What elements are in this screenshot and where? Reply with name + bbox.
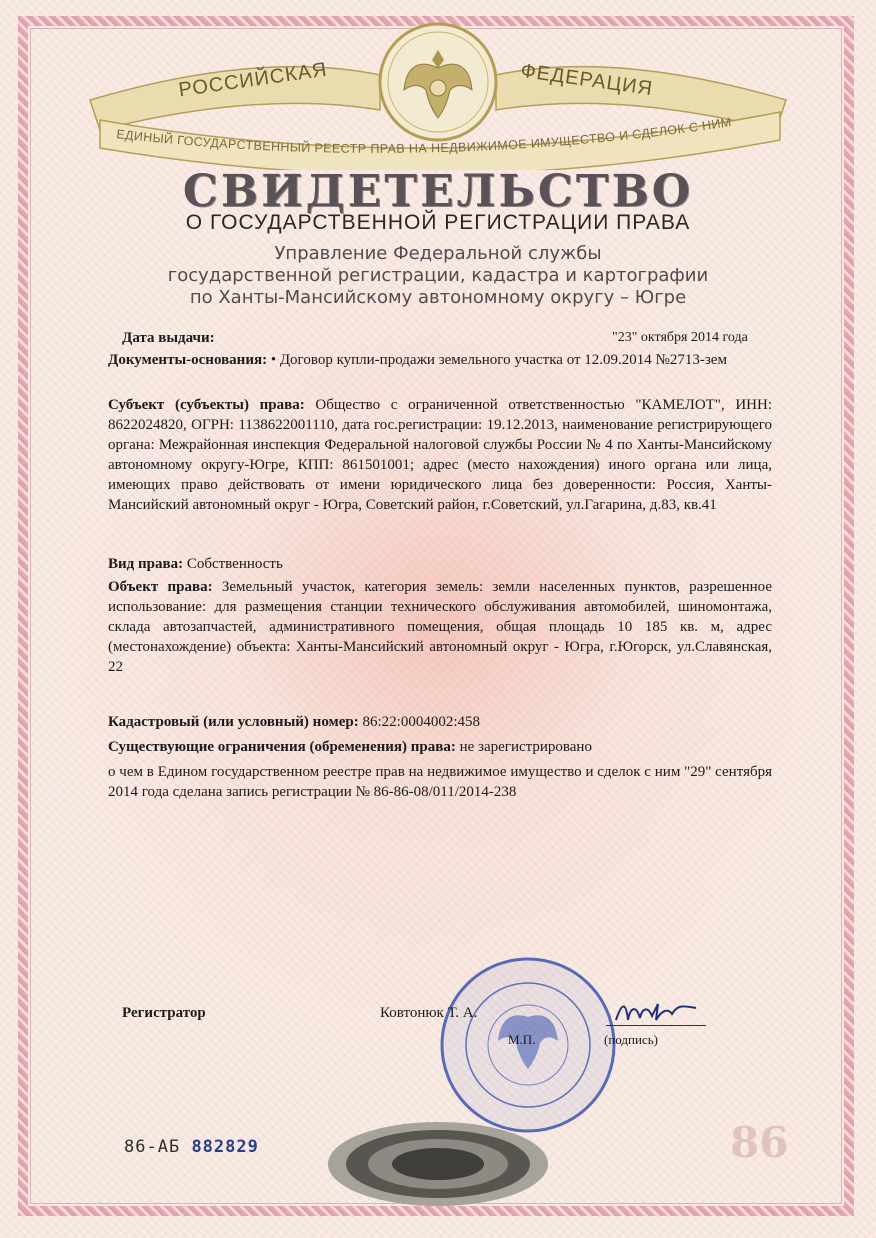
subject-value: Общество с ограниченной ответственностью "КАМЕЛОТ", ИНН: 8622024820, ОГРН: 1138622001110, дата гос.регистрации: 19.12.2013, наименование регистрирующего органа: Межрайонная инспекция Федеральной налоговой службы России № 4 по Ханты-Мансийскому автономному округу-Югре, КПП: 861501001; адрес (место нахождения) иного органа или лица, имеющих право действовать от имени юридического лица без доверенности: Россия, Ханты-Мансийский автономный округ - Югра, Советский район, г.Советский, ул.Гагарина, д.83, кв.41 [108,397,773,513]
security-rosette [325,1112,551,1208]
subject-field [108,395,772,515]
cadastral-field [108,712,480,732]
agency-line: государственной регистрации, кадастра и картографии [167,265,709,286]
document-subtitle: О ГОСУДАРСТВЕННОЙ РЕГИСТРАЦИИ ПРАВА [185,211,691,234]
encumbrance-field [108,737,592,757]
right-type-label: Вид права: [108,556,184,572]
agency-line: по Ханты-Мансийскому автономному округу – Югре [189,287,687,308]
issue-date-value: "23" октября 2014 года [612,330,748,345]
encumbrance-value: не зарегистрировано [459,739,592,755]
basis-label: Документы-основания: [108,352,268,368]
registration-record: о чем в Едином государственном реестре прав на недвижимое имущество и сделок с ним "29" сентября 2014 года сделана запись регистрации № 86-86-08/011/2014-238 [108,764,772,800]
cadastral-value: 86:22:0004002:458 [362,714,481,730]
serial-digits: 882829 [191,1137,259,1157]
issuing-agency [0,243,876,309]
basis-field [108,350,772,370]
handwritten-signature-icon [612,998,702,1028]
banner-right-word: ФЕДЕРАЦИЯ [519,59,655,101]
issue-date-label: Дата выдачи: [122,330,215,346]
object-value: Земельный участок, категория земель: земли населенных пунктов, разрешенное использование: для размещения станции технического обслуживания автомобилей, шиномонтажа, склада автозапчастей, административного помещения, общая площадь 10 185 кв. м, адрес (местонахождение) объекта: Ханты-Мансийский автономный округ - Югра, г.Югорск, ул.Славянская, 22 [108,579,772,675]
double-eagle-emblem-icon [398,38,478,128]
serial-series: 86-АБ [124,1137,181,1157]
serial-number [124,1137,259,1157]
banner-left-word: РОССИЙСКАЯ [177,58,329,102]
banner-ribbon-text: ЕДИНЫЙ ГОСУДАРСТВЕННЫЙ РЕЕСТР ПРАВ НА НЕДВИЖИМОЕ ИМУЩЕСТВО И СДЕЛОК С НИМ [115,115,733,156]
right-type-value: Собственность [186,556,283,572]
registrar-label: Регистратор [122,1005,206,1021]
signature-caption: (подпись) [604,1032,658,1047]
document-title: СВИДЕТЕЛЬСТВО [182,166,694,217]
cadastral-label: Кадастровый (или условный) номер: [108,714,359,730]
object-field [108,577,772,677]
basis-value: • Договор купли-продажи земельного участка от 12.09.2014 №2713-зем [270,352,727,368]
encumbrance-label: Существующие ограничения (обременения) права: [108,739,456,755]
right-type-field [108,554,283,574]
subject-label: Субъект (субъекты) права: [108,397,305,413]
registrar-name: Ковтонюк Т. А. [380,1005,478,1021]
object-label: Объект права: [108,579,213,595]
seal-label: М.П. [508,1032,536,1047]
agency-line: Управление Федеральной службы [274,243,602,264]
region-watermark: 86 [730,1118,789,1167]
